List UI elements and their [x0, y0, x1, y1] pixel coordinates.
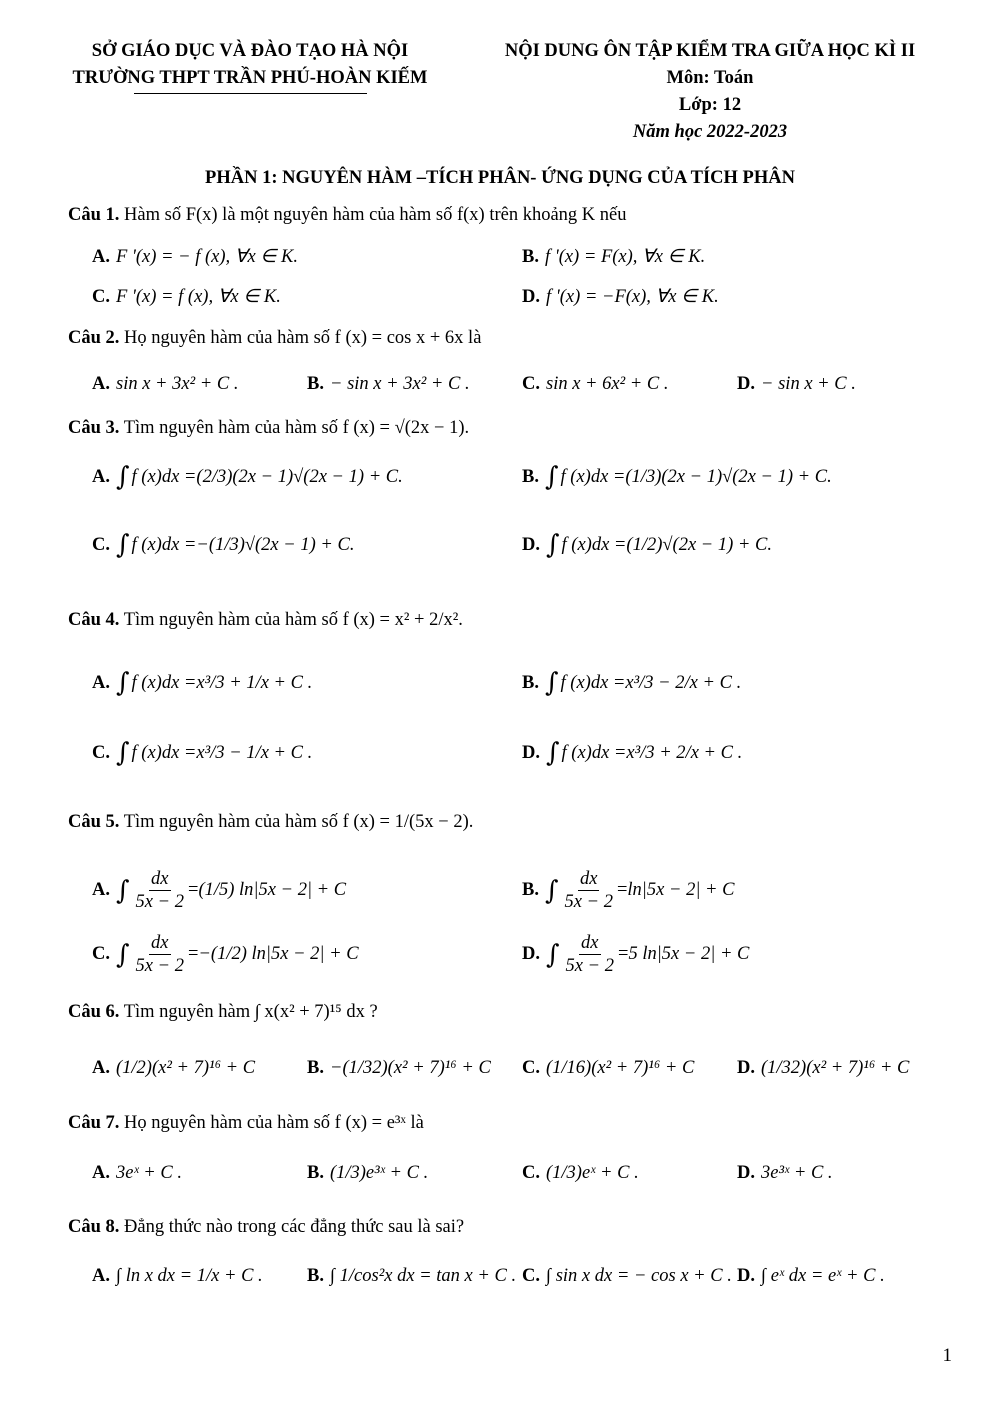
- grade: Lớp: 12: [678, 95, 742, 115]
- school-name: TRƯỜNG THPT TRẦN PHÚ-HOÀN KIẾM: [72, 68, 428, 88]
- options-row: [92, 286, 960, 308]
- option-text: −(1/2) ln|5x − 2| + C: [198, 944, 359, 964]
- subject: Môn: Toán: [666, 68, 754, 88]
- option-text: −(1/32)(x² + 7)¹⁶ + C: [329, 1058, 491, 1078]
- option-text: sin x + 6x² + C .: [546, 374, 669, 394]
- question-text: Tìm nguyên hàm của hàm số f (x) = x² + 2/x².: [123, 610, 463, 630]
- option-a[interactable]: A. F '(x) = − f (x), ∀x ∈ K.: [92, 246, 299, 267]
- option-b[interactable]: B. −(1/32)(x² + 7)¹⁶ + C: [307, 1058, 491, 1078]
- question-text: Tìm nguyên hàm ∫ x(x² + 7)¹⁵ dx ?: [123, 1002, 378, 1022]
- options-row: [92, 530, 960, 560]
- question-text: Họ nguyên hàm của hàm số f (x) = cos x + 6x là: [124, 328, 482, 348]
- option-b[interactable]: B. (1/3)e³ˣ + C .: [307, 1163, 429, 1183]
- option-text: (1/2)(x² + 7)¹⁶ + C: [116, 1058, 256, 1078]
- option-d[interactable]: D. ∫ f (x)dx = x³/3 + 2/x + C .: [522, 738, 743, 768]
- question-label: Câu 1.: [68, 205, 120, 225]
- option-text: (1/32)(x² + 7)¹⁶ + C: [761, 1058, 910, 1078]
- option-text: ∫ 1/cos²x dx = tan x + C .: [329, 1266, 517, 1286]
- option-c[interactable]: C. ∫ f (x)dx = x³/3 − 1/x + C .: [92, 738, 313, 768]
- option-d[interactable]: D. f '(x) = −F(x), ∀x ∈ K.: [522, 286, 719, 307]
- option-b[interactable]: B. ∫ f (x)dx = (1/3)(2x − 1)√(2x − 1) + C.: [522, 462, 832, 492]
- option-d[interactable]: D. − sin x + C .: [737, 374, 856, 394]
- question-7: [68, 1113, 960, 1134]
- question-text: Họ nguyên hàm của hàm số f (x) = e³ˣ là: [124, 1113, 424, 1133]
- question-1: [68, 205, 960, 226]
- option-c[interactable]: C. (1/3)eˣ + C .: [522, 1163, 639, 1183]
- question-label: Câu 3.: [68, 418, 120, 438]
- option-text: x³/3 − 2/x + C .: [625, 672, 742, 693]
- option-b[interactable]: B. f '(x) = F(x), ∀x ∈ K.: [522, 246, 706, 267]
- question-8: [68, 1217, 960, 1238]
- option-text: f '(x) = F(x), ∀x ∈ K.: [544, 247, 706, 267]
- school-year: Năm học 2022-2023: [632, 122, 788, 142]
- option-text: f '(x) = −F(x), ∀x ∈ K.: [546, 287, 719, 307]
- option-text: (1/2)√(2x − 1) + C.: [626, 534, 773, 555]
- department-name: SỞ GIÁO DỤC VÀ ĐÀO TẠO HÀ NỘI: [91, 41, 409, 61]
- option-text: 3e³ˣ + C .: [761, 1163, 833, 1183]
- page-number: 1: [942, 1345, 952, 1366]
- question-label: Câu 6.: [68, 1002, 120, 1022]
- option-text: (2/3)(2x − 1)√(2x − 1) + C.: [196, 466, 403, 487]
- option-a[interactable]: A. ∫ ln x dx = 1/x + C .: [92, 1266, 263, 1286]
- options-row: [92, 246, 960, 268]
- option-c[interactable]: C. (1/16)(x² + 7)¹⁶ + C: [522, 1058, 695, 1078]
- option-c[interactable]: C. ∫ $\frac{dx}{5x - 2}$ = −(1/2) ln|5x − 2| + C: [92, 933, 359, 976]
- option-a[interactable]: A. ∫ $\frac{dx}{5x - 2}$ = (1/5) ln|5x − 2| + C: [92, 869, 347, 912]
- exam-title: NỘI DUNG ÔN TẬP KIỂM TRA GIỮA HỌC KÌ II: [504, 41, 916, 61]
- option-b[interactable]: B. ∫ $\frac{dx}{5x - 2}$ = ln|5x − 2| + C: [522, 869, 735, 912]
- option-text: x³/3 + 2/x + C .: [626, 742, 743, 763]
- option-c[interactable]: C. sin x + 6x² + C .: [522, 374, 669, 394]
- option-a[interactable]: A. ∫ f (x)dx = x³/3 + 1/x + C .: [92, 668, 313, 698]
- option-d[interactable]: D. 3e³ˣ + C .: [737, 1163, 833, 1183]
- option-text: −(1/3)√(2x − 1) + C.: [196, 534, 355, 555]
- school-block: [50, 38, 450, 94]
- option-b[interactable]: B. ∫ f (x)dx = x³/3 − 2/x + C .: [522, 668, 742, 698]
- option-a[interactable]: A. 3eˣ + C .: [92, 1163, 183, 1183]
- question-label: Câu 7.: [68, 1113, 120, 1133]
- options-row: [92, 868, 960, 913]
- question-label: Câu 4.: [68, 610, 120, 630]
- option-text: ∫ eˣ dx = eˣ + C .: [761, 1266, 885, 1286]
- option-d[interactable]: D. ∫ $\frac{dx}{5x - 2}$ = 5 ln|5x − 2| + C: [522, 933, 750, 976]
- option-text: F '(x) = − f (x), ∀x ∈ K.: [116, 247, 299, 267]
- option-text: x³/3 − 1/x + C .: [196, 742, 313, 763]
- question-4: [68, 610, 960, 631]
- question-text: Hàm số F(x) là một nguyên hàm của hàm số f(x) trên khoảng K nếu: [124, 205, 627, 225]
- header: [40, 38, 960, 158]
- option-c[interactable]: C. ∫ sin x dx = − cos x + C .: [522, 1266, 732, 1286]
- option-text: ∫ ln x dx = 1/x + C .: [116, 1266, 263, 1286]
- question-text: Tìm nguyên hàm của hàm số f (x) = √(2x − 1).: [123, 418, 470, 438]
- exam-block: [460, 38, 960, 146]
- option-d[interactable]: D. (1/32)(x² + 7)¹⁶ + C: [737, 1058, 910, 1078]
- options-row: [92, 1163, 960, 1184]
- option-text: (1/3)eˣ + C .: [546, 1163, 639, 1183]
- question-label: Câu 5.: [68, 812, 120, 832]
- option-a[interactable]: A. ∫ f (x)dx = (2/3)(2x − 1)√(2x − 1) + C.: [92, 462, 403, 492]
- option-b[interactable]: B. ∫ 1/cos²x dx = tan x + C .: [307, 1266, 517, 1286]
- option-text: (1/16)(x² + 7)¹⁶ + C: [546, 1058, 695, 1078]
- option-text: ∫ sin x dx = − cos x + C .: [546, 1266, 732, 1286]
- section-title: PHẦN 1: NGUYÊN HÀM –TÍCH PHÂN- ỨNG DỤNG CỦA TÍCH PHÂN: [205, 168, 795, 188]
- option-text: x³/3 + 1/x + C .: [196, 672, 313, 693]
- question-3: [68, 418, 960, 439]
- option-text: − sin x + C .: [761, 374, 856, 394]
- question-text: Đẳng thức nào trong các đẳng thức sau là sai?: [124, 1217, 465, 1237]
- options-row: [92, 932, 960, 977]
- option-text: (1/3)e³ˣ + C .: [329, 1163, 429, 1183]
- option-c[interactable]: C. ∫ f (x)dx = −(1/3)√(2x − 1) + C.: [92, 530, 355, 560]
- question-5: [68, 812, 960, 833]
- option-text: 3eˣ + C .: [116, 1163, 183, 1183]
- option-text: sin x + 3x² + C .: [116, 374, 239, 394]
- option-text: ln|5x − 2| + C: [627, 880, 735, 900]
- option-a[interactable]: A. sin x + 3x² + C .: [92, 374, 239, 394]
- options-row: [92, 668, 960, 698]
- options-row: [92, 462, 960, 492]
- option-text: F '(x) = f (x), ∀x ∈ K.: [116, 287, 281, 307]
- options-row: [92, 1266, 960, 1287]
- question-label: Câu 2.: [68, 328, 120, 348]
- question-label: Câu 8.: [68, 1217, 120, 1237]
- option-d[interactable]: D. ∫ f (x)dx = (1/2)√(2x − 1) + C.: [522, 530, 773, 560]
- header-underline: [134, 93, 367, 94]
- options-row: [92, 374, 960, 395]
- question-text: Tìm nguyên hàm của hàm số f (x) = 1/(5x − 2).: [123, 812, 474, 832]
- option-text: 5 ln|5x − 2| + C: [628, 944, 750, 964]
- option-d[interactable]: D. ∫ eˣ dx = eˣ + C .: [737, 1266, 885, 1286]
- options-row: [92, 738, 960, 768]
- question-6: [68, 1002, 960, 1023]
- option-b[interactable]: B. − sin x + 3x² + C .: [307, 374, 470, 394]
- option-a[interactable]: A. (1/2)(x² + 7)¹⁶ + C: [92, 1058, 256, 1078]
- options-row: [92, 1058, 960, 1079]
- option-c[interactable]: C. F '(x) = f (x), ∀x ∈ K.: [92, 286, 281, 307]
- option-text: − sin x + 3x² + C .: [329, 374, 470, 394]
- option-text: (1/5) ln|5x − 2| + C: [198, 880, 347, 900]
- option-text: (1/3)(2x − 1)√(2x − 1) + C.: [625, 466, 832, 487]
- question-2: [68, 328, 960, 349]
